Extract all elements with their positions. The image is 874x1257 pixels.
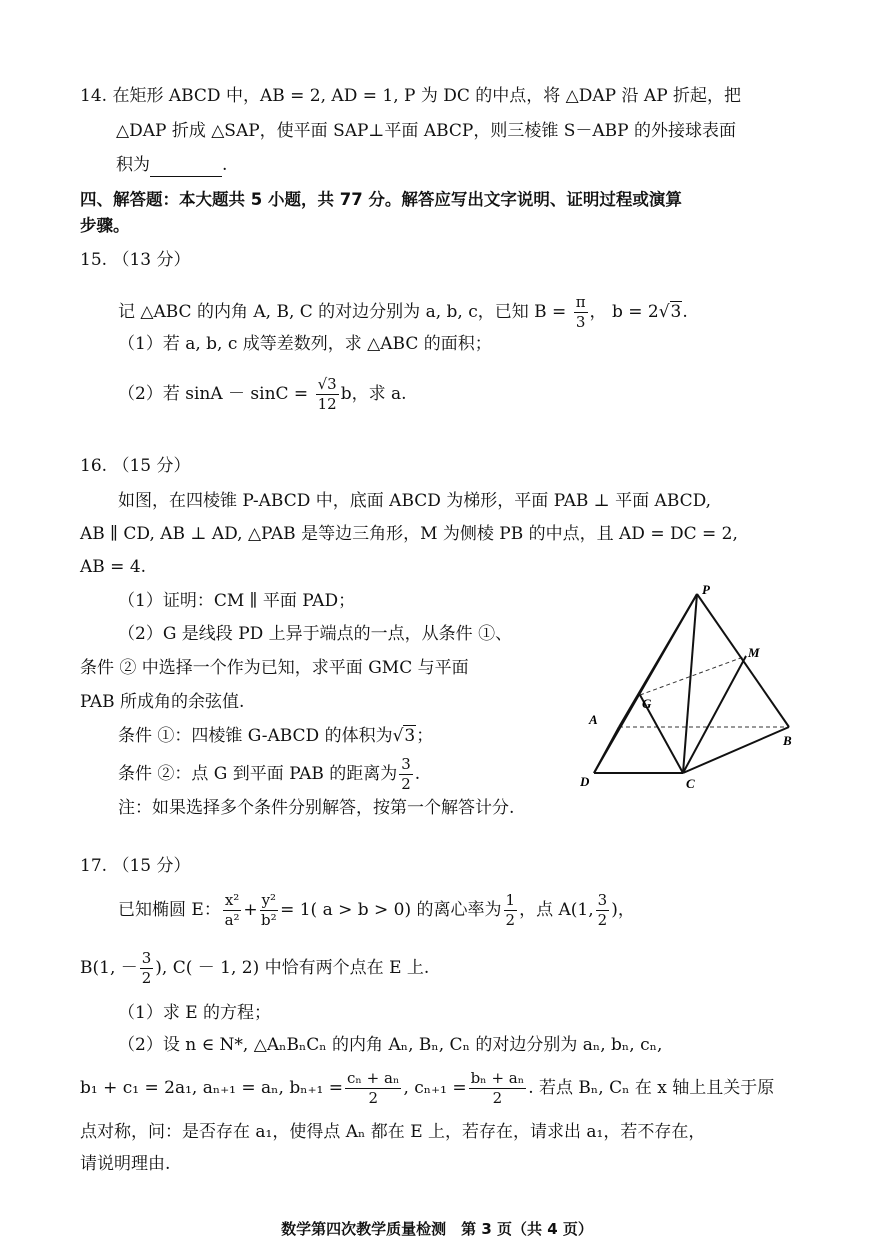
q17-head: 17. （15 分） [80,856,191,876]
edge-pa [619,594,697,727]
q16-line1: 如图，在四棱锥 P-ABCD 中，底面 ABCD 为梯形，平面 PAB ⊥ 平面 ABCD, [118,491,712,511]
q16-part2-l2: 条件 ② 中选择一个作为已知，求平面 GMC 与平面 [80,658,469,678]
page-footer: 数学第四次教学质量检测 第 3 页（共 4 页） [281,1220,593,1238]
answer-blank [150,158,222,177]
q16-note: 注：如果选择多个条件分别解答，按第一个解答计分. [118,798,515,818]
q16-cond1: 条件 ①：四棱锥 G-ABCD 的体积为√3； [118,726,434,746]
q14-text: 积为 [116,155,150,175]
q15-stem: 记 △ABC 的内角 A, B, C 的对边分别为 a, b, c，已知 B = $\frac{\pi}{3}$ ， b = 2√3. [118,288,688,336]
edge-pc [683,594,697,773]
q17-frac-e: $\frac{1}{2}$ [505,891,516,929]
label-b: B [783,733,792,748]
q15-frac-p2: $\frac{√3}{12}$ [317,375,337,413]
q17-part1: （1）求 E 的方程； [118,1003,272,1023]
q17-frac-b: $\frac{3}{2}$ [141,949,152,987]
q15-part1: （1）若 a, b, c 成等差数列，求 △ABC 的面积； [118,334,492,354]
q17-line2: B(1, － $\frac{3}{2}$ ), C( － 1, 2) 中恰有两个点在 E 上. [80,949,430,987]
q15-part2: （2）若 sinA － sinC = $\frac{√3}{12}$ b，求 a. [118,375,407,413]
q15-stem-text-b: ， b = 2 [589,302,659,322]
q16-part1: （1）证明：CM ∥ 平面 PAD； [118,591,356,611]
q15-head: 15. （13 分） [80,250,191,270]
label-m: M [748,645,760,660]
label-c: C [686,776,695,791]
q14-line1: 14. 在矩形 ABCD 中，AB = 2, AD = 1, P 为 DC 的中点，将 △DAP 沿 AP 折起，把 [80,86,742,106]
q14-line3 [116,153,227,177]
edge-mc [683,656,746,773]
q17-frac-bn: $\frac{\text{cₙ + aₙ}}{2}$ [347,1069,400,1107]
q14-line2: △DAP 折成 △SAP，使平面 SAP⊥平面 ABCP，则三棱锥 S－ABP 的外接球表面 [116,121,737,141]
q17-part2-l2: b₁ + c₁ = 2a₁, aₙ₊₁ = aₙ, bₙ₊₁ = $\frac{\text{cₙ + aₙ}}{2}$ , cₙ₊₁ = $\frac{\text{bₙ + aₙ}}{2}$ . 若点 Bₙ, Cₙ 在 x 轴上且关于原 [80,1069,775,1107]
q17-part2-l1: （2）设 n ∈ N*, △AₙBₙCₙ 的内角 Aₙ, Bₙ, Cₙ 的对边分别为 aₙ, bₙ, cₙ, [118,1035,663,1055]
label-d: D [580,774,590,789]
q17-line1: 已知椭圆 E： $\frac{\text{x²}}{\text{a²}}$ + $\frac{\text{y²}}{\text{b²}}$ = 1( a > b > 0) 的离心率为 $\frac{1}{2}$ ，点 A(1, $\frac{3}{2}$ )， [118,891,635,929]
pyramid-figure [580,580,810,795]
q16-cond2: 条件 ②：点 G 到平面 PAB 的距离为 $\frac{3}{2}$ . [118,755,421,793]
q16-line3: AB = 4. [80,557,147,577]
q17-frac-y: $\frac{\text{y²}}{\text{b²}}$ [261,891,277,929]
q17-frac-x: $\frac{\text{x²}}{\text{a²}}$ [224,891,240,929]
q15-stem-text: 记 △ABC 的内角 A, B, C 的对边分别为 a, b, c，已知 B = [118,302,567,322]
q15-frac-b: $\frac{\pi}{3}$ [575,293,586,331]
label-p: P [702,582,710,597]
q17-part2-l4: 请说明理由. [80,1154,171,1174]
edge-cb [683,727,789,773]
q17-part2-l3: 点对称，问：是否存在 a₁，使得点 Aₙ 都在 E 上，若存在，请求出 a₁，若不存在， [80,1122,706,1142]
q17-frac-cn: $\frac{\text{bₙ + aₙ}}{2}$ [470,1069,525,1107]
q14-period: . [222,155,228,175]
q16-sqrt: √3 [392,726,416,746]
q16-part2-l3: PAB 所成角的余弦值. [80,692,245,712]
q15-sqrt: √3 [658,302,682,322]
q16-frac: $\frac{3}{2}$ [401,755,411,793]
edge-da [594,727,619,773]
q16-line2: AB ∥ CD, AB ⊥ AD, △PAB 是等边三角形，M 为侧棱 PB 的中点，且 AD = DC = 2, [80,524,738,544]
q16-head: 16. （15 分） [80,456,191,476]
label-a: A [589,712,598,727]
q17-frac-a: $\frac{3}{2}$ [597,891,608,929]
section4-heading: 四、解答题：本大题共 5 小题，共 77 分。解答应写出文字说明、证明过程或演算 [80,190,682,209]
section4-heading-cont: 步骤。 [80,216,130,235]
edge-gm-dashed [640,656,746,695]
q16-part2-l1: （2）G 是线段 PD 上异于端点的一点，从条件 ①、 [118,624,513,644]
label-g: G [642,696,652,711]
